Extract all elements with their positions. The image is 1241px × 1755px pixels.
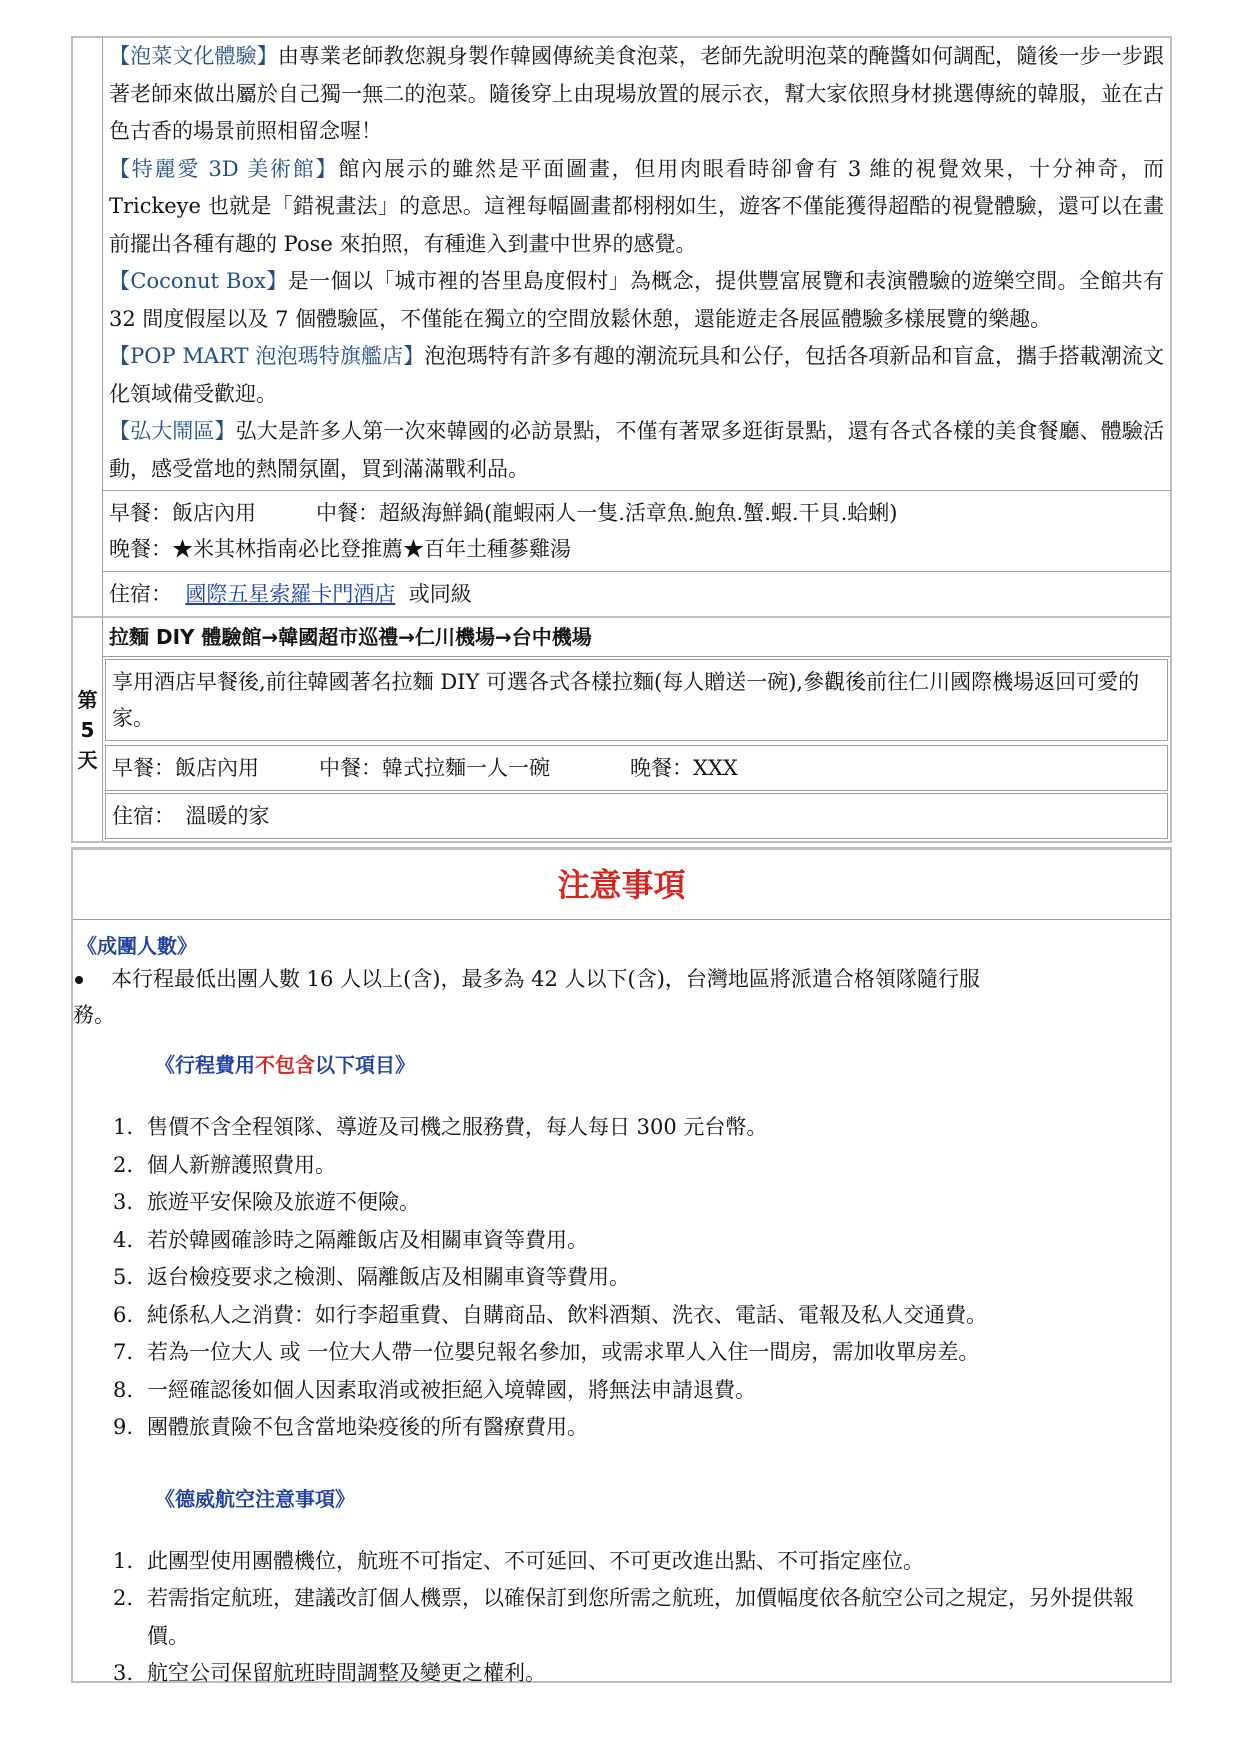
day5-section xyxy=(73,616,1170,841)
day5-breakfast: 早餐：飯店內用 xyxy=(112,756,259,780)
day4-description xyxy=(103,38,1170,491)
day4-section xyxy=(73,38,1170,616)
day4-label-cell xyxy=(73,38,103,616)
attraction-kimchi: 【泡菜文化體驗】由專業老師教您親身製作韓國傳統美食泡菜，老師先說明泡菜的醃醬如何調配，隨後一步一步跟著老師來做出屬於自己獨一無二的泡菜。隨後穿上由現場放置的展示衣，幫大家依照身材挑選傳統的韓服，並在古色古香的場景前照相留念喔！ xyxy=(109,44,1165,143)
day4-breakfast: 早餐：飯店內用 xyxy=(109,501,256,525)
day4-stay-suffix: 或同級 xyxy=(408,582,472,606)
day4-dinner: 晚餐：★米其林指南必比登推薦★百年土種蔘雞湯 xyxy=(109,537,571,561)
day5-description: 享用酒店早餐後,前往韓國著名拉麵 DIY 可選各式各樣拉麵(每人贈送一碗),參觀後前往仁川國際機場返回可愛的家。 xyxy=(105,659,1168,741)
group-size-text-cont: 務。 xyxy=(73,1003,115,1027)
day5-dinner: 晚餐：XXX xyxy=(630,756,738,780)
group-size-heading: 《成團人數》 xyxy=(77,934,197,958)
day5-label-char: 天 xyxy=(77,747,98,772)
hotel-link[interactable]: 國際五星索羅卡門酒店 xyxy=(185,582,396,606)
day5-label-char: 5 xyxy=(80,717,95,742)
list-item: 7. 若為一位大人 或 一位大人帶一位嬰兒報名參加，或需求單人入住一間房，需加收單房差。 xyxy=(113,1340,980,1364)
itinerary-table xyxy=(71,36,1172,843)
list-item: 1. 售價不含全程領隊、導遊及司機之服務費，每人每日 300 元台幣。 xyxy=(113,1115,768,1139)
day4-meals xyxy=(103,491,1170,572)
list-item: 6. 純係私人之消費：如行李超重費、自購商品、飲料酒類、洗衣、電話、電報及私人交通費。 xyxy=(113,1302,987,1327)
exclusions-list xyxy=(73,1109,1170,1447)
list-item: 2. 若需指定航班，建議改訂個人機票，以確保訂到您所需之航班，加價幅度依各航空公司之規定，另外提供報價。 xyxy=(113,1586,1134,1648)
list-item: 4. 若於韓國確診時之隔離飯店及相關車資等費用。 xyxy=(113,1227,588,1252)
attraction-pop-mart: 【POP MART 泡泡瑪特旗艦店】泡泡瑪特有許多有趣的潮流玩具和公仔，包括各項新品和盲盒，攜手搭載潮流文化領域備受歡迎。 xyxy=(109,344,1164,406)
list-item: 3. 旅遊平安保險及旅遊不便險。 xyxy=(113,1190,420,1214)
bullet-dot-icon xyxy=(75,976,83,984)
notes-title: 注意事項 xyxy=(73,850,1170,920)
group-size-text: 本行程最低出團人數 16 人以上(含)，最多為 42 人以下(含)，台灣地區將派遣合格領隊隨行服 xyxy=(111,967,980,991)
list-item: 8. 一經確認後如個人因素取消或被拒絕入境韓國，將無法申請退費。 xyxy=(113,1377,756,1402)
day5-label xyxy=(73,618,103,841)
exclusions-heading: 《行程費用不包含以下項目》 xyxy=(155,1053,415,1077)
list-item: 3. 航空公司保留航班時間調整及變更之權利。 xyxy=(113,1661,546,1685)
attraction-hongdae: 【弘大鬧區】弘大是許多人第一次來韓國的必訪景點，不僅有著眾多逛街景點，還有各式各樣的美食餐廳、體驗活動，感受當地的熱鬧氛圍，買到滿滿戰利品。 xyxy=(109,419,1165,481)
airline-heading: 《德威航空注意事項》 xyxy=(155,1486,355,1511)
list-item: 1. 此團型使用團體機位，航班不可指定、不可延回、不可更改進出點、不可指定座位。 xyxy=(113,1548,924,1573)
day4-stay xyxy=(103,572,1170,616)
day5-route: 拉麵 DIY 體驗館→韓國超市巡禮→仁川機場→台中機場 xyxy=(103,618,1170,657)
list-item: 9. 團體旅責險不包含當地染疫後的所有醫療費用。 xyxy=(113,1415,588,1439)
airline-list xyxy=(73,1543,1170,1693)
group-size-bullet xyxy=(73,961,1170,1033)
notes-section xyxy=(71,847,1172,1683)
attraction-trickeye: 【特麗愛 3D 美術館】館內展示的雖然是平面圖畫，但用肉眼看時卻會有 3 維的視覺效果，十分神奇，而 Trickeye 也就是「錯視畫法」的意思。這裡每幅圖畫都栩栩如生，遊客不僅能獲得超酷的視覺體驗，還可以在畫前擺出各種有趣的 Pose 來拍照，有種進入到畫中世界的感覺。 xyxy=(109,156,1164,256)
day5-label-char: 第 xyxy=(77,687,98,712)
day5-stay: 住宿： 溫暖的家 xyxy=(105,793,1168,839)
itinerary-page xyxy=(71,36,1172,1683)
day4-lunch: 中餐：超級海鮮鍋(龍蝦兩人一隻.活章魚.鮑魚.蟹.蝦.干貝.蛤蜊) xyxy=(316,501,898,525)
attraction-coconut-box: 【Coconut Box】是一個以「城市裡的峇里島度假村」為概念，提供豐富展覽和表演體驗的遊樂空間。全館共有 32 間度假屋以及 7 個體驗區，不僅能在獨立的空間放鬆休憩，還能遊走各展區體驗多樣展覽的樂趣。 xyxy=(109,269,1165,331)
day5-meals xyxy=(105,745,1168,791)
list-item: 2. 個人新辦護照費用。 xyxy=(113,1152,336,1177)
day5-lunch: 中餐：韓式拉麵一人一碗 xyxy=(319,756,550,780)
day4-stay-label: 住宿： xyxy=(109,582,172,606)
list-item: 5. 返台檢疫要求之檢測、隔離飯店及相關車資等費用。 xyxy=(113,1265,630,1289)
